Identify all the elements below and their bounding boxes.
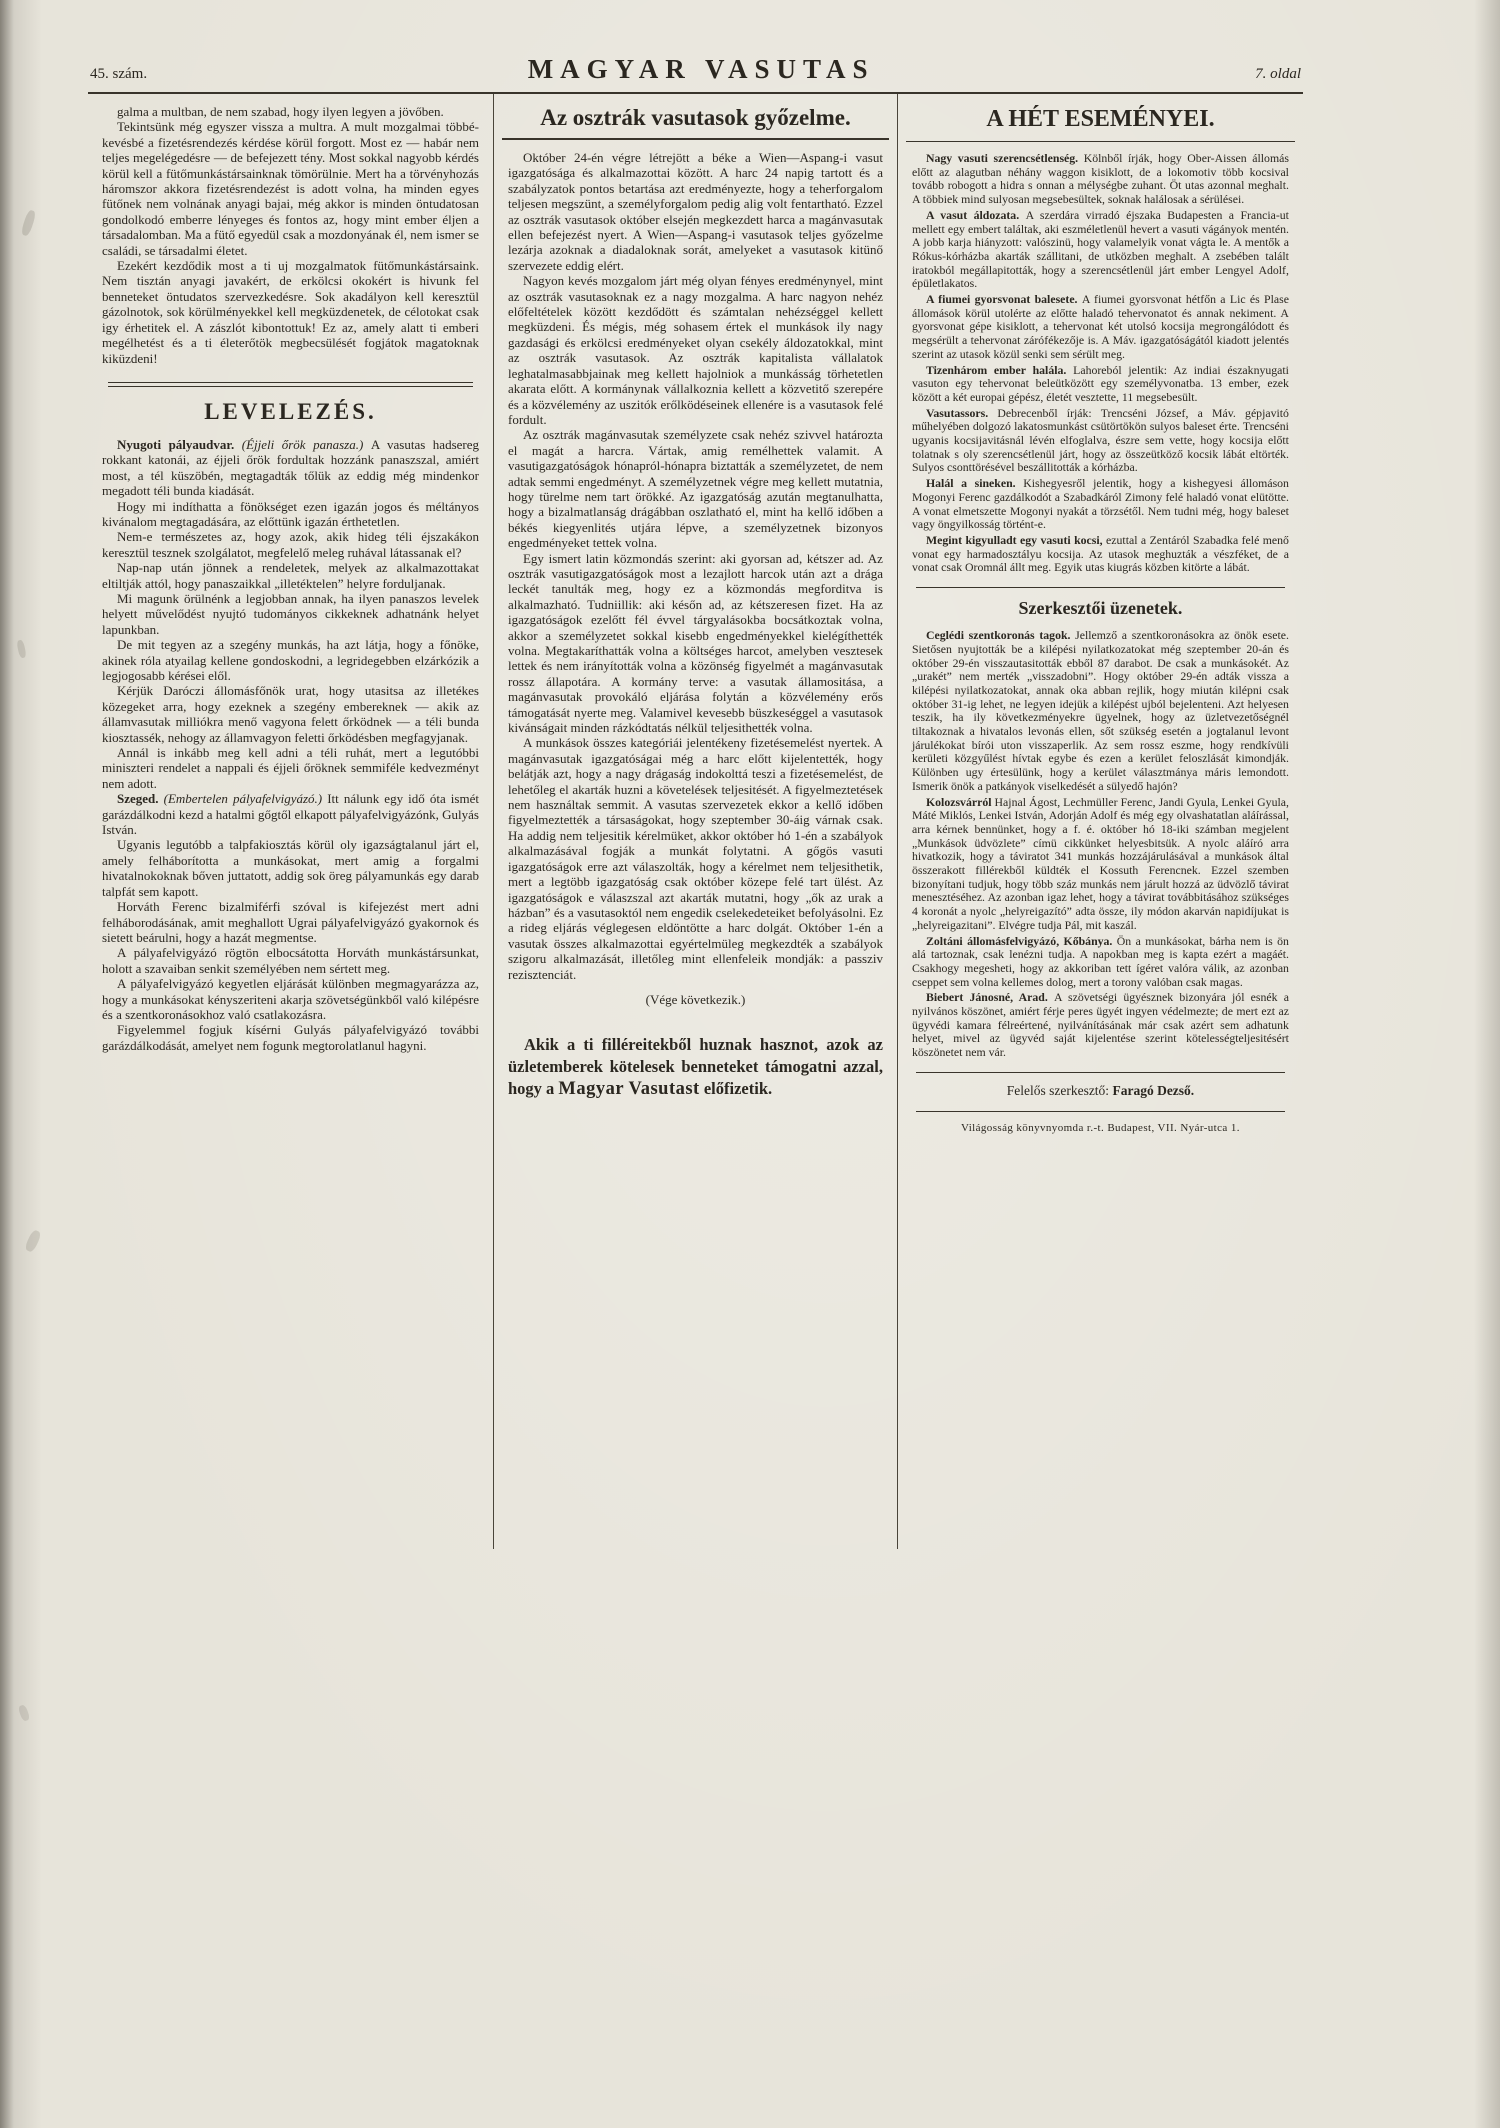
column-layout: [88, 94, 1303, 1549]
news-item-text: Debrecenből írják: Trencséni József, a Máv. gépjavitó műhelyében dolgozó lakatosmunkást csütörtökön sulyos baleset érte. Trencséni ugyanis kocsijavitásnál lévén elfoglalva, észre sem vette, hogy kocsija előtt tolatnak s oly szerencsétlenül járt, hogy az összeütköző kocsik lábát eltörték. Sulyos csonttörésével beszállitották a kórházba.: [911, 405, 1289, 475]
letter-paragraph: [102, 745, 479, 791]
letter-text: A pályafelvigyázó rögtön elbocsátotta Horváth munkástársunkat, holott a szavaiban senkit személyében nem sértett meg.: [102, 945, 479, 976]
news-item-lead: A vasut áldozata.: [925, 207, 1026, 222]
letter-paragraph: [102, 837, 479, 899]
editor-message-lead: Kolozsvárról: [925, 794, 995, 809]
editor-messages-section: [912, 629, 1289, 1060]
news-item-lead: Halál a sineken.: [925, 476, 1024, 491]
column-middle: [493, 94, 898, 1549]
letter-text: A vasutas hadsereg rokkant katonái, az éjjeli őrök fordultak hozzánk panaszszal, amiért most, a tél küszöbén, megtagadták tőlük az eddig még mindenkor megadott téli bunda kiadását.: [102, 436, 479, 499]
letter-paragraph: [102, 560, 479, 591]
editor-message-text: Ön a munkásokat, bárha nem is ön alá tartoznak, csak lenézni tudja. A napokban meg is kapta ezért a magáét. Csakhogy megesheti, hogy az akkoriban tett ígéret valóra válik, az azonban cseppet sem volna kellemes dolog, mert a torony valóban csak magas.: [911, 933, 1289, 989]
news-item-lead: A fiumei gyorsvonat balesete.: [925, 292, 1082, 307]
subscription-promo: [508, 1034, 883, 1100]
austrian-victory-headline: Az osztrák vasutasok győzelme.: [502, 102, 889, 140]
letter-paragraph: [102, 1022, 479, 1053]
letter-text: Horváth Ferenc bizalmiférfi szóval is kifejezést mert adni felháborodásának, amit meghallott Ugrai pályafelvigyázó gyakornok és sietett beárulni, hogy a hazát megmentse.: [102, 899, 479, 945]
letters-section-heading: LEVELEZÉS.: [204, 398, 377, 424]
section-divider: [916, 587, 1285, 588]
editor-message: [912, 991, 1289, 1060]
editor-message-lead: Zoltáni állomásfelvigyázó, Kőbánya.: [925, 933, 1117, 948]
editor-name: Faragó Dezső.: [1112, 1082, 1195, 1098]
issue-number: 45. szám.: [90, 66, 148, 82]
letter-subtitle: (Éjjeli őrök panasza.): [241, 436, 371, 452]
letter-paragraph: [102, 529, 479, 560]
news-item: [912, 407, 1289, 476]
editor-message: [912, 629, 1289, 793]
letter-text: Nap-nap után jönnek a rendeletek, melyek az alkalmazottakat eltiltják attól, hogy panaszaikkal „illetéktelen” helyre forduljanak.: [102, 560, 479, 591]
ink-speck: [24, 1229, 42, 1253]
article-paragraph: Október 24-én végre létrejött a béke a Wien—Aspang-i vasut igazgatósága és alkalmazottai között. A harc 24 napig tartott és a szabályzatok pontos betartása azt eredményezte, hogy a teherforgalom teljesen megszünt, a személyforgalom pedig alig volt fentartható. Ezzel az osztrák vasutasok október elsején megkezdett harca a magánvasutak ellen befejezést nyert. A Wien—Aspang-i vasutasok teljes győzelme lezárja azoknak a diadaloknak sorát, amelyeket a vasutasok kitünő szervezete eddig elért.: [507, 150, 883, 273]
page-content: [88, 54, 1303, 1549]
letter-paragraph: [102, 437, 479, 499]
section-divider: [916, 1111, 1285, 1112]
masthead-title: MAGYAR VASUTAS: [527, 54, 875, 84]
editor-message-lead: Ceglédi szentkoronás tagok.: [925, 628, 1076, 643]
ink-speck: [20, 209, 37, 237]
letter-subtitle: (Embertelen pályafelvigyázó.): [163, 791, 328, 807]
news-item-lead: Nagy vasuti szerencsétlenség.: [925, 151, 1084, 165]
austrian-victory-article-body: [508, 150, 883, 982]
ink-speck: [16, 639, 27, 658]
ink-speck: [18, 1704, 31, 1722]
letter-text: A pályafelvigyázó kegyetlen eljárását különben megmagyarázza az, hogy a munkásokat kényszeriteni akarja szövetségünkből való kilépésre és a szentkoronásokhoz való csatlakozásra.: [102, 976, 479, 1022]
article-paragraph: Az osztrák magánvasutak személyzete csak nehéz szivvel határozta el magát a harcra. Vártak, amig remélhettek valamit. A vasutigazgatóságok hónapról-hónapra biztatták a személyzetet, de nem adtak semmi engedményt. A személyzetnek végre meg kellett mutatnia, hogy türelme nem tart örökké. Az igazgatóság azután megtanulhatta, hogy a bizalmatlanság drágábban oszlatható el, mint ha kellő időben a békés kiegyenlités utjára lépve, a személyzetnek bizonyos engedményeket tettek volna.: [507, 427, 883, 551]
responsible-editor-line: [912, 1083, 1289, 1099]
page-header: [88, 54, 1303, 94]
article-paragraph: Nagyon kevés mozgalom járt még olyan fényes eredménynyel, mint az osztrák vasutasoknak ez a nagy mozgalma. A harc nagyon nehéz előfeltételek között kezdődött és számtalan nehézséggel kellett megküzdeni. És mégis, még sohasem értek el munkások ily nagy gazdasági és erkölcsi eredményeket olyan csekély áldozatokkal, mint az osztrák vasutasok. Az osztrák kapitalista vállalatok leghatalmasabbjainak meg kellett hajolniok a munkásság törhetetlen akarata előtt. A kormánynak vállalkoznia kellett a közvetitő szerepére és a közvélemény az uszitók erőlködéseinek ellenére is a vasutasok felé fordult.: [507, 273, 883, 427]
column-left: [88, 94, 493, 1549]
news-item-text: A fiumei gyorsvonat hétfőn a Lic és Plase állomások körül utolérte az előtte haladó tehervonatot és annak nekiment. A gyorsvonat gépe kisiklott, a tehervonat két utolsó kocsija megrongálódott és megsérült a tehervonat zárófékezője is. A Máv. igazgatóságától kiadott jelentés szerint az utasok közül senki sem sérült meg.: [911, 292, 1289, 361]
letter-paragraph: [102, 791, 479, 837]
letter-paragraph: [102, 637, 479, 683]
editor-message-text: Hajnal Ágost, Lechmüller Ferenc, Jandi Gyula, Lenkei Gyula, Máté Miklós, Lenkei István, Adorján Adolf és még egy olvashatatlan aláírással, arra kérnek bennünket, hogy a f. é. október hó 18-iki számban megjelent „Munkások üdvözlete” címü cikkünket helyesbitsük. A nyolc aláíró arra hivatkozik, hogy a táviratot 341 munkás hozzájárulásával a munkások által összerakott fillérekből küldték el Kossuth Ferencnek. Ezzel szemben bizonyítani tudjuk, hogy több száz munkás nem járult hozzá az üdvözlő távirat menesztéséhez. Az azonban igaz lehet, hogy a távirat továbbitásához szükséges 4 koronát a nyolc „helyreigazító” adta össze, ily módon akarván napidíjukat is „helyreigazitani”. Elvégre tudja Pál, mit kaszál.: [911, 794, 1289, 932]
letter-text: Itt nálunk egy idő óta ismét garázdálkodni kezd a hatalmi gőgtől elkapott pályafelvigyázónk, Gulyás István.: [102, 791, 479, 838]
promo-brand-name: Magyar Vasutast: [558, 1078, 700, 1099]
news-item-text: ezuttal a Zentáról Szabadka felé menő vonat egy harmadosztályu kocsija. Az utasok meghuzták a vészféket, de a vonat csak Oromnál állt meg. Egyik utas kiugrás közben kitörte a lábát.: [911, 532, 1289, 575]
news-item-text: Lahoreból jelentik: Az indiai északnyugati vasuton egy tehervonat beleütközött egy személyvonatba. 13 ember, ezek között a két europai gépész, életét vesztette, 11 megsebesült.: [911, 362, 1289, 404]
editor-message-lead: Biebert Jánosné, Arad.: [925, 990, 1054, 1005]
news-item: [912, 364, 1289, 405]
promo-text-after: előfizetik.: [699, 1078, 773, 1098]
news-item: [912, 209, 1289, 291]
news-items-section: [912, 152, 1289, 575]
article-paragraph: A munkások összes kategóriái jelentékeny fizetésemelést nyertek. A magánvasutak igazgatóságai még a harc előtt kijelentették, hogy belátják azt, hogy a nagy drágaság indokolttá teszi a fizetésemelést, de lehetőleg el akarták huzni a követelések teljesitését. A figyelmeztetések nem használtak semmit. A vasutas szervezetek ekkor a kellő időben figyelmeztették a társaságokat, hogy szeptember 30-áig várnak csak. Ha addig nem teljesitik kérelmüket, akkor október hó 1-én a szabályok alkalmazásával fogják a munkát folytatni. A gőgös vasuti igazgatóságok erre azt válaszolták, hogy a kérelmet nem teljesithetik, mert a legtöbb igazgatóság csak október közepe felé tart ülést. Az igazgatóságok e válaszszal azt akarták mutatni, hogy „ők az urak a házban” és a vasutasoktól nem engedik cselekedeteiket befolyásolni. Ez a rideg eljárás véglegesen eldöntötte a harc dolgát. Október 1-én a vasutak összes alkalmazottai egyértelmüleg megkezdték a szabályok szigoru alkalmazását, illetőleg mint ellenfeleik mondják: a passziv rezisztenciát.: [507, 735, 883, 982]
letter-text: Figyelemmel fogjuk kísérni Gulyás pályafelvigyázó további garázdálkodását, amelyet nem fogunk megtorolatlanul hagyni.: [102, 1022, 479, 1053]
editor-message-text: Jellemző a szentkoronásokra az önök esete. Sietősen nyujtották be a kilépési nyilatkozatokat még szeptember 20-án és október 29-én visszautasitották ebből 87 darabot. De csak a munkásokét. Az „urakét” nem merték „visszadobni”. Hogy október 29-én adták vissza a kilépési nyilatkozatokat, annak oka abban rejlik, hogy miután kilépni csak október 31-ig lehet, ne legyen idejük a kilépést ujból bejelenteni. Azt helyesen teszik, ha ily következményekre ügyelnek, hogy az üzletvezetőségnél tiltakoznak a hivatalos levonás ellen, sőt szükség esetén a jogtalanul levont járulékokat bírói uton visszaperlik. Az sem rossz eszme, hogy rendkívüli kerületi közgyűlést hívtak egybe és ezen a kerület feloszlását kimondják. Különben ugy értesülünk, hogy a kerület választmánya máris lemondott. Ismerik önök a patkányok viselkedését a sülyedő hajón?: [911, 628, 1289, 793]
news-item-lead: Tizenhárom ember halála.: [925, 362, 1074, 377]
news-item: [912, 293, 1289, 362]
section-divider: [108, 382, 473, 387]
letter-text: Annál is inkább meg kell adni a téli ruhát, mert a legutóbbi miniszteri rendelet a nappali és éjjeli őröknek semmiféle kedvezményt nem adott.: [102, 745, 479, 791]
letter-paragraph: [102, 899, 479, 945]
letter-paragraph: [102, 591, 479, 637]
news-item: [912, 152, 1289, 207]
editor-messages-heading: Szerkesztői üzenetek.: [1018, 598, 1183, 619]
letter-paragraph: [102, 976, 479, 1022]
letter-text: Nem-e természetes az, hogy azok, akik hideg téli éjszakákon keresztül tesznek szolgálatot, megfelelő meleg ruhával látassanak el?: [102, 529, 479, 560]
letter-text: De mit tegyen az a szegény munkás, ha azt látja, hogy a főnöke, akinek róla atyailag kellene gondoskodni, a legridegebben elzárkózik a legjogosabb kérései elől.: [102, 637, 479, 683]
fireman-article-body: [102, 104, 479, 366]
editor-label: Felelős szerkesztő:: [1006, 1082, 1113, 1098]
news-item: [912, 534, 1289, 575]
column-right: [898, 94, 1303, 1549]
news-item-text: A szerdára virradó éjszaka Budapesten a Francia-ut mellett egy embert találtak, aki eszméletlenül hevert a vasuti vágányok mentén. A jobb karja hiányzott: valószinü, hogy valamelyik vonat vágta le. A mentők a Rókus-kórházba akarták szállitani, de utközben meghalt. A zsebében talált iratokból megállapitották, hogy a szerencsétlenül járt ember Lengyel Adolf, épületlakatos.: [911, 207, 1289, 291]
week-events-headline: A HÉT ESEMÉNYEI.: [906, 104, 1295, 142]
article-paragraph: galma a multban, de nem szabad, hogy ilyen legyen a jövőben.: [117, 104, 444, 119]
letter-text: Ugyanis legutóbb a talpfakiosztás körül oly igazságtalanul járt el, amely felháborította a munkásokat, mert amig a forgalmi hivatalnokoknak bőven juttatott, addig sok öreg pályamunkás egy darab talpfát sem kapott.: [102, 837, 479, 899]
section-divider: [916, 1072, 1285, 1073]
printer-imprint: Világosság könyvnyomda r.-t. Budapest, VII. Nyár-utca 1.: [961, 1121, 1240, 1134]
editor-message: [912, 796, 1289, 933]
letter-text: Mi magunk örülnénk a legjobban annak, ha ilyen panaszos levelek helyett művelődést nyujtó tudományos cikkeknek adhatnánk helyet lapunkban.: [102, 590, 479, 637]
article-paragraph: Egy ismert latin közmondás szerint: aki gyorsan ad, kétszer ad. Az osztrák vasutigazgatóságok most a lezajlott harcok után azt a drága leckét tanulták meg, hogy ez a közmondás megforditva is alkalmazható. Tudniillik: aki későn ad, az kétszeresen fizet. Ha az igazgatóságok ezelőtt fél évvel tárgyalásokba bocsátkoztak volna, akkor a személyzetet sokkal kisebb engedményekkel kielégíthették volna. Megtakaríthatták volna a költséges harcot, amelyben vesztesek lettek és nem irányították volna a közönség figyelmét a magánvasutak rossz állapotára. A kormány terve: a vasutak államositása, a magánvasutak provokáló eljárása folytán a közvélemény erős támogatását nyerte meg. Valamivel kevesebb büszkeséggel a vasutasok kivánságait minden rázkódtatás nélkül teljesithették volna.: [507, 550, 883, 736]
news-item-text: Kölnből írják, hogy Ober-Aissen állomás előtt az alagutban néhány waggon kisiklott, de a lokomotiv több kocsival tovább robogott a hidra s onnan a mélységbe zuhant. Öt utas azonnal meghalt. A többiek mind sulyosan megsebesültek, soknak halálosak a sérülései.: [911, 151, 1289, 207]
to-be-continued-note: (Vége következik.): [645, 991, 746, 1007]
editor-message-text: A szövetségi ügyésznek bizonyára jól esnék a nyilvános köszönet, amiért férje peres ügyét ingyen védelmezte; de mert ezt az ügyvédi kamara félreértené, nyilvánításának már csak azért sem adhatunk helyet, mivel az ügyvéd saját kijelentése szerint kötelességteljesitésért köszönetet nem vár.: [911, 990, 1289, 1060]
news-item-lead: Vasutassors.: [925, 405, 998, 420]
letter-paragraph: [102, 945, 479, 976]
news-item-lead: Megint kigyulladt egy vasuti kocsi,: [925, 532, 1107, 547]
promo-text-before: Akik a ti filléreitekből huznak hasznot, azok az üzletemberek kötelesek benneteket támogatni azzal, hogy a: [507, 1034, 883, 1098]
letter-lead: Szeged.: [117, 791, 164, 807]
letter-lead: Nyugoti pályaudvar.: [117, 436, 242, 452]
article-paragraph: Tekintsünk még egyszer vissza a multra. A mult mozgalmai többé-kevésbé a fizetésrendezés kérdése körül forgott. Most ez — habár nem teljes megelégedésre — de befejezett tény. Most sokkal nagyobb kérdés körül kell a fütőmunkástársainknak tömörülnie. Mert ha a törvényhozás háromszor akkora fizetésrendezést is adott volna, ha minden egyes fütőnek nem volnának anyagi bajai, még akkor is minden öntudatosan gondolkodó emberre lényeges és fontos az, hogy mint ember éljen a társadalomban. Ma a fütő egyedül csak a mozdonyának él, nem ismer se családi, se társadalmi életet.: [102, 119, 479, 258]
article-paragraph: Ezekért kezdődik most a ti uj mozgalmatok fütőmunkástársaink. Nem tisztán anyagi javakért, de erkölcsi okokért is hivunk fel benneteket öntudatos szervezkedésre. Sok akadályon kell keresztül gázolnotok, sok körülményekkel kell megküzdenetek, de célotokat csak igy érhetitek el. A zászlót kibontottuk! Ez az, amely alatt ti emberi megélhetést és a ti életerőtök megbecsülését fogjátok magatoknak kiküzdeni!: [102, 258, 479, 366]
news-item-text: Kishegyesről jelentik, hogy a kishegyesi állomáson Mogonyi Ferenc gazdálkodót a Szabadkáról Zimony felé haladó vonat elütötte. A vonat elmetszette Mogonyi nyakát a törzsétől. Nem tudni még, hogy baleset vagy öngyilkosság történt-e.: [911, 476, 1289, 532]
news-item: [912, 477, 1289, 532]
page-number: 7. oldal: [1255, 66, 1301, 82]
letter-text: Kérjük Daróczi állomásfőnök urat, hogy utasitsa az illetékes közegeket arra, hogy ezeknek a szegény embereknek — akik az államvasutak milliókra menő vagyona felett őrködnek — a téli bunda kiosztassék, nehogy az államvagyon feletti őrködésben megfagyjanak.: [102, 683, 479, 745]
letters-section: [102, 437, 479, 1053]
editor-message: [912, 935, 1289, 990]
letter-text: Hogy mi indíthatta a fönökséget ezen igazán jogos és méltányos kivánalom megtagadására, az előttünk igazán érthetetlen.: [102, 498, 479, 529]
letter-paragraph: [102, 499, 479, 530]
letter-paragraph: [102, 683, 479, 745]
